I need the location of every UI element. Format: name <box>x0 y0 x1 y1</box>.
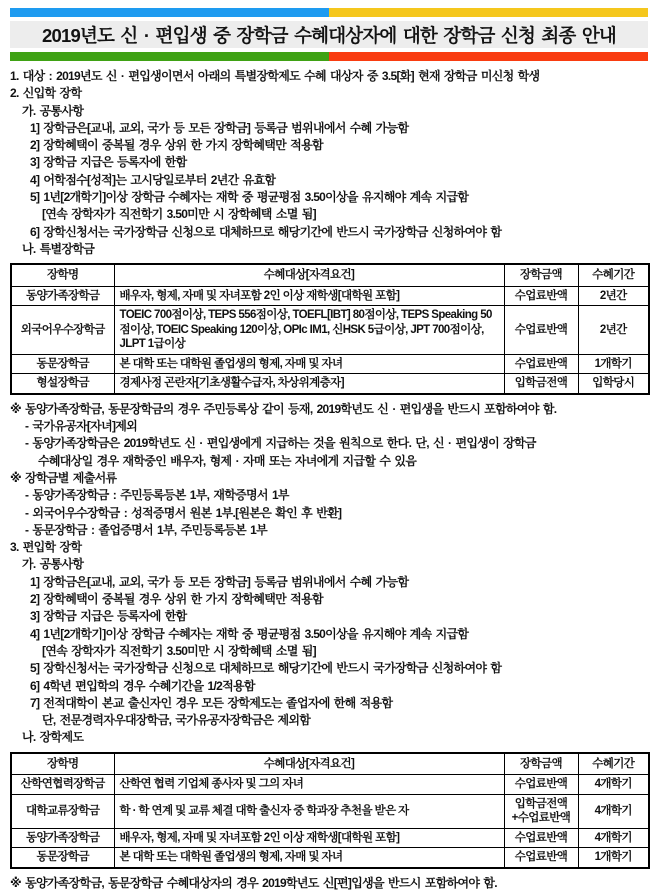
scholarship-name: 동양가족장학금 <box>11 828 114 848</box>
list-item: 1] 장학금은[교내, 교외, 국가 등 모든 장학금] 등록금 범위내에서 수혜 가능함 <box>30 120 409 135</box>
list-item-continuation: [연속 장학자가 직전학기 3.50미만 시 장학혜택 소멸 됨] <box>42 207 316 222</box>
col-header-period: 수혜기간 <box>578 753 649 775</box>
table-header-row <box>11 753 649 775</box>
scholarship-name: 동양가족장학금 <box>11 286 114 306</box>
top-bar-yellow-segment <box>329 8 648 17</box>
table-row <box>11 306 649 355</box>
transfer-scholarship-table <box>10 752 650 869</box>
scholarship-eligibility: 학 · 학 연계 및 교류 체결 대학 출신자 중 학과장 추천을 받은 자 <box>114 794 504 828</box>
list-item: 7] 전적대학이 본교 출신자인 경우 모든 장학제도는 졸업자에 한해 적용함 <box>30 695 393 710</box>
scholarship-eligibility: 배우자, 형제, 자매 및 자녀포함 2인 이상 재학생[대학원 포함] <box>114 828 504 848</box>
scholarship-eligibility: 배우자, 형제, 자매 및 자녀포함 2인 이상 재학생[대학원 포함] <box>114 286 504 306</box>
final-note-block <box>10 875 648 892</box>
list-item: 3] 장학금 지급은 등록자에 한함 <box>30 609 187 624</box>
section2-common-heading: 가. 공통사항 <box>22 103 84 118</box>
table-row <box>11 354 649 374</box>
scholarship-eligibility: 본 대학 또는 대학원 졸업생의 형제, 자매 및 자녀 <box>114 354 504 374</box>
scholarship-amount: 수업료반액 <box>504 306 578 355</box>
list-item: 4] 어학점수[성적]는 고시당일로부터 2년간 유효함 <box>30 172 276 187</box>
scholarship-period: 1개학기 <box>578 848 649 868</box>
col-header-name: 장학명 <box>11 264 114 286</box>
list-item: 4] 1년[2개학기]이상 장학금 수혜자는 재학 중 평균평점 3.50이상을 유지해야 계속 지급함 <box>30 626 469 641</box>
final-note-line: ※ 동양가족장학금, 동문장학금 수혜대상자의 경우 2019학년도 신[편]입생을 반드시 포함하여야 함. <box>10 875 497 890</box>
note-line: - 국가유공자[자녀]제외 <box>25 419 138 434</box>
table-row <box>11 775 649 795</box>
note-line: - 동양가족장학금 : 주민등록등본 1부, 재학증명서 1부 <box>25 488 289 503</box>
scholarship-period: 4개학기 <box>578 794 649 828</box>
note-line-continuation: 수혜대상일 경우 재학중인 배우자, 형제 · 자매 또는 자녀에게 지급할 수 있음 <box>38 453 417 468</box>
scholarship-amount: 수업료반액 <box>504 354 578 374</box>
scholarship-period: 1개학기 <box>578 354 649 374</box>
list-item: 5] 장학신청서는 국가장학금 신청으로 대체하므로 해당기간에 반드시 국가장학금 신청하여야 함 <box>30 661 502 676</box>
header-top-bar <box>10 8 648 17</box>
scholarship-amount: 수업료반액 <box>504 286 578 306</box>
list-item-continuation: 단, 전문경력자우대장학금, 국가유공자장학금은 제외함 <box>42 713 311 728</box>
scholarship-eligibility: 산학연 협력 기업체 종사자 및 그의 자녀 <box>114 775 504 795</box>
section-target-and-freshman <box>10 68 648 258</box>
scholarship-name: 형설장학금 <box>11 374 114 394</box>
table-row <box>11 794 649 828</box>
section2-heading: 2. 신입학 장학 <box>10 86 82 101</box>
page-title: 2019년도 신 · 편입생 중 장학금 수혜대상자에 대한 장학금 신청 최종 안내 <box>10 21 648 48</box>
col-header-amount: 장학금액 <box>504 264 578 286</box>
table-row <box>11 286 649 306</box>
note-line: - 동문장학금 : 졸업증명서 1부, 주민등록등본 1부 <box>25 522 268 537</box>
scholarship-name: 동문장학금 <box>11 354 114 374</box>
note-line: - 외국어우수장학금 : 성적증명서 원본 1부.[원본은 확인 후 반환] <box>25 505 342 520</box>
note-line: - 동양가족장학금은 2019학년도 신 · 편입생에게 지급하는 것을 원칙으로 한다. 단, 신 · 편입생이 장학금 <box>25 436 536 451</box>
col-header-name: 장학명 <box>11 753 114 775</box>
list-item: 1] 장학금은[교내, 교외, 국가 등 모든 장학금] 등록금 범위내에서 수혜 가능함 <box>30 574 409 589</box>
scholarship-name: 외국어우수장학금 <box>11 306 114 355</box>
scholarship-period: 4개학기 <box>578 775 649 795</box>
special-scholarship-table <box>10 263 650 395</box>
list-item: 5] 1년[2개학기]이상 장학금 수혜자는 재학 중 평균평점 3.50이상을 유지해야 계속 지급함 <box>30 190 469 205</box>
scholarship-amount: 수업료반액 <box>504 848 578 868</box>
scholarship-name: 산학연협력장학금 <box>11 775 114 795</box>
scholarship-period: 2년간 <box>578 306 649 355</box>
scholarship-system-heading: 나. 장학제도 <box>22 730 84 745</box>
col-header-eligibility: 수혜대상[자격요건] <box>114 753 504 775</box>
special-scholarship-heading: 나. 특별장학금 <box>22 241 95 256</box>
section-notes-and-transfer <box>10 401 648 747</box>
table-header-row <box>11 264 649 286</box>
note-line: ※ 동양가족장학금, 동문장학금의 경우 주민등록상 같이 등재, 2019학년도 신 · 편입생을 반드시 포함하여야 함. <box>10 401 557 416</box>
target-line: 1. 대상 : 2019년도 신 · 편입생이면서 아래의 특별장학제도 수혜 대상자 중 3.5[화] 현재 장학금 미신청 학생 <box>10 69 540 83</box>
scholarship-amount: 수업료반액 <box>504 828 578 848</box>
documents-heading: ※ 장학금별 제출서류 <box>10 470 117 485</box>
scholarship-amount: 수업료반액 <box>504 775 578 795</box>
scholarship-period: 입학당시 <box>578 374 649 394</box>
table-row <box>11 828 649 848</box>
scholarship-eligibility: 경제사정 곤란자[기초생활수급자, 차상위계층자] <box>114 374 504 394</box>
scholarship-amount: 입학금전액 <box>504 374 578 394</box>
top-bar-blue-segment <box>10 8 329 17</box>
col-header-eligibility: 수혜대상[자격요건] <box>114 264 504 286</box>
scholarship-name: 대학교류장학금 <box>11 794 114 828</box>
bottom-bar-red-segment <box>329 52 648 61</box>
col-header-amount: 장학금액 <box>504 753 578 775</box>
table-row <box>11 848 649 868</box>
list-item: 6] 장학신청서는 국가장학금 신청으로 대체하므로 해당기간에 반드시 국가장학금 신청하여야 함 <box>30 224 502 239</box>
scholarship-amount: 입학금전액+수업료반액 <box>504 794 578 828</box>
section3-common-heading: 가. 공통사항 <box>22 557 84 572</box>
col-header-period: 수혜기간 <box>578 264 649 286</box>
section3-heading: 3. 편입학 장학 <box>10 540 82 555</box>
scholarship-period: 4개학기 <box>578 828 649 848</box>
scholarship-eligibility: TOEIC 700점이상, TEPS 556점이상, TOEFL[IBT] 80점이상, TEPS Speaking 50점이상, TOEIC Speaking 120이상, OPIc IM1, 신HSK 5급이상, JPT 700점이상, JLPT 1급이상 <box>114 306 504 355</box>
list-item: 2] 장학혜택이 중복될 경우 상위 한 가지 장학혜택만 적용함 <box>30 138 323 153</box>
table-row <box>11 374 649 394</box>
list-item: 3] 장학금 지급은 등록자에 한함 <box>30 155 187 170</box>
list-item: 6] 4학년 편입학의 경우 수혜기간을 1/2적용함 <box>30 678 255 693</box>
scholarship-eligibility: 본 대학 또는 대학원 졸업생의 형제, 자매 및 자녀 <box>114 848 504 868</box>
list-item-continuation: [연속 장학자가 직전학기 3.50미만 시 장학혜택 소멸 됨] <box>42 643 316 658</box>
scholarship-period: 2년간 <box>578 286 649 306</box>
list-item: 2] 장학혜택이 중복될 경우 상위 한 가지 장학혜택만 적용함 <box>30 592 323 607</box>
header-bottom-bar <box>10 52 648 61</box>
bottom-bar-green-segment <box>10 52 329 61</box>
scholarship-name: 동문장학금 <box>11 848 114 868</box>
